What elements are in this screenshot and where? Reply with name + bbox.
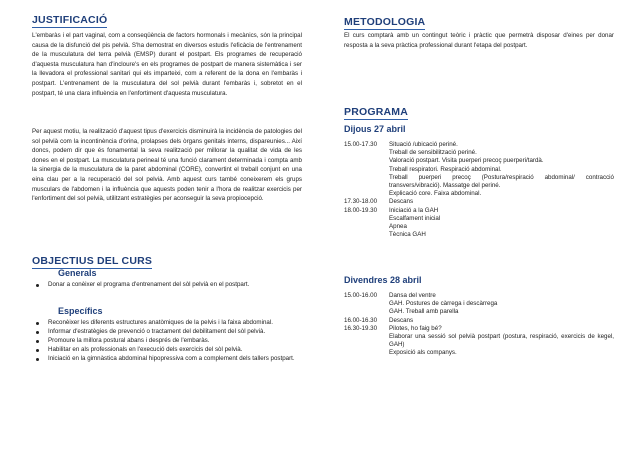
schedule-row bbox=[344, 174, 614, 190]
schedule-time: 15.00-17.30 bbox=[344, 141, 378, 148]
schedule-row bbox=[344, 149, 614, 157]
day1-heading: Dijous 27 abril bbox=[344, 124, 406, 134]
especifics-heading: Específics bbox=[58, 306, 103, 316]
schedule-row bbox=[344, 300, 614, 308]
justificacio-heading: JUSTIFICACIÓ bbox=[32, 14, 108, 26]
schedule-row bbox=[344, 207, 614, 215]
schedule-row bbox=[344, 333, 614, 349]
schedule-time: 16.00-16.30 bbox=[344, 316, 378, 324]
schedule-row bbox=[344, 190, 614, 198]
schedule-time bbox=[344, 333, 389, 349]
day1-schedule bbox=[344, 141, 614, 239]
programa-heading: PROGRAMA bbox=[344, 106, 409, 118]
schedule-activity: Apnea bbox=[389, 223, 407, 231]
list-item: Iniciació en la gimnàstica abdominal hipopressiva com a complement dels tallers postpart. bbox=[32, 355, 302, 364]
schedule-time bbox=[344, 157, 389, 165]
schedule-row bbox=[344, 223, 614, 231]
schedule-activity: Pilotes, ho faig bé? bbox=[389, 324, 442, 332]
schedule-activity: Treball puerperi precoç (Postura/respiració abdominal/ contracció transvers/vibració). Massatge del periné. bbox=[389, 173, 614, 190]
justificacio-paragraph-1: L'embaràs i el part vaginal, com a conseqüència de factors hormonals i mecànics, són la principal causa de la disfunció del pis pelvià. S'ha demostrat en diversos estudis l'eficàcia de l'entrenament de la musculatura del terra pelvià (EMSP) durant el postpart. Els programes de recuperació d'aquesta musculatura han d'incloure's en els programes de postpart de manera sistemàtica i ser la llevadora el professional sanitari qui els imparteixi, com a referent de la dona en l'embaràs i postpart. L'entrenament de la musculatura del sol pelvià durant l'embaràs i, sobretot en el postpart, té una clara influència en l'enfortiment d'aquesta musculatura. bbox=[32, 32, 302, 97]
schedule-activity: Descans bbox=[389, 316, 414, 324]
schedule-activity: Treball de sensibilització periné. bbox=[389, 149, 477, 157]
schedule-time bbox=[344, 190, 389, 198]
schedule-row bbox=[344, 141, 614, 149]
generals-heading: Generals bbox=[58, 268, 97, 278]
list-item: Reconèixer les diferents estructures anatòmiques de la pelvis i la faixa abdominal. bbox=[32, 319, 302, 328]
schedule-row bbox=[344, 157, 614, 165]
schedule-time bbox=[344, 223, 389, 231]
objectius-heading: OBJECTIUS DEL CURS bbox=[32, 255, 153, 267]
especifics-list bbox=[32, 319, 302, 364]
schedule-activity: Situació /ubicació periné. bbox=[389, 141, 458, 148]
schedule-time bbox=[344, 349, 389, 357]
schedule-activity: Descans bbox=[389, 198, 414, 206]
metodologia-paragraph: El curs comptarà amb un contingut teòric i pràctic que permetrà disposar d'eines per donar resposta a la seva pràctica professional durant l'etapa del postpart. bbox=[344, 32, 614, 49]
schedule-time bbox=[344, 308, 389, 316]
schedule-time bbox=[344, 300, 389, 308]
list-item: Habilitar en als professionals en l'execució dels exercicis del sòl pelvià. bbox=[32, 346, 302, 355]
schedule-time bbox=[344, 149, 389, 157]
schedule-time: 17.30-18.00 bbox=[344, 198, 378, 206]
schedule-activity: Iniciació a la GAH bbox=[389, 206, 439, 214]
schedule-time bbox=[344, 166, 389, 174]
schedule-activity: Valoració postpart. Visita puerperi precoç puerperi/tardà. bbox=[389, 157, 544, 165]
schedule-time bbox=[344, 231, 389, 239]
generals-list bbox=[32, 281, 302, 290]
schedule-row bbox=[344, 231, 614, 239]
schedule-time bbox=[344, 174, 389, 190]
schedule-time: 18.00-19.30 bbox=[344, 206, 378, 214]
metodologia-heading: METODOLOGIA bbox=[344, 16, 426, 28]
day2-schedule bbox=[344, 292, 614, 358]
schedule-row bbox=[344, 317, 614, 325]
list-item: Promoure la millora postural abans i després de l'embaràs. bbox=[32, 337, 302, 346]
schedule-row bbox=[344, 292, 614, 300]
schedule-activity: GAH. Treball amb parella bbox=[389, 308, 459, 316]
schedule-activity: Exposició als companys. bbox=[389, 349, 457, 357]
schedule-activity: Tècnica GAH bbox=[389, 231, 426, 239]
schedule-activity: Escalfament inicial bbox=[389, 214, 441, 222]
schedule-activity: Treball respiratori. Respiració abdominal. bbox=[389, 165, 502, 173]
schedule-row bbox=[344, 325, 614, 333]
list-item: Donar a conèixer el programa d'entrenament del sòl pelvià en el postpart. bbox=[32, 281, 302, 290]
schedule-row bbox=[344, 198, 614, 206]
schedule-activity: Explicació core. Faixa abdominal. bbox=[389, 190, 482, 198]
day2-heading: Divendres 28 abril bbox=[344, 275, 422, 285]
list-item: Informar d'estratègies de prevenció o tractament del debilitament del sòl pelvià. bbox=[32, 328, 302, 337]
schedule-activity: Dansa del ventre bbox=[389, 292, 436, 299]
schedule-time: 15.00-16.00 bbox=[344, 292, 378, 299]
schedule-activity: GAH. Postures de càrrega i descàrrega bbox=[389, 300, 498, 308]
schedule-row bbox=[344, 166, 614, 174]
schedule-row bbox=[344, 308, 614, 316]
schedule-time: 16.30-19.30 bbox=[344, 324, 378, 332]
schedule-activity: Elaborar una sessió sol pelvià postpart (postura, respiració, exercicis de kegel, GAH) bbox=[389, 333, 614, 349]
schedule-row bbox=[344, 215, 614, 223]
schedule-time bbox=[344, 215, 389, 223]
schedule-row bbox=[344, 349, 614, 357]
justificacio-paragraph-2: Per aquest motiu, la realització d'aquest tipus d'exercicis disminuirà la incidència de patologies del sol pelvià com la incontinència d'orina, prolapses dels òrgans genitals interns, dispareunies... Així doncs, podem dir que és fonamental la seva realització per millorar la qualitat de vida de les dones en el postpart. La musculatura perineal té una funció clarament determinada i compta amb la sinergia de la musculatura de la paret abdominal (CORE), convertint el treball conjunt en una eina clau per a la recuperació del sol pelvià. Amb aquest curs també coneixerem els grups musculars de l'abdomen i la influència que aquests poden tenir a l'hora de realitzar exercicis per l'enfortiment del sol pelvià, utilitzant estratègies per aconseguir la seva propiocepció. bbox=[32, 128, 302, 203]
